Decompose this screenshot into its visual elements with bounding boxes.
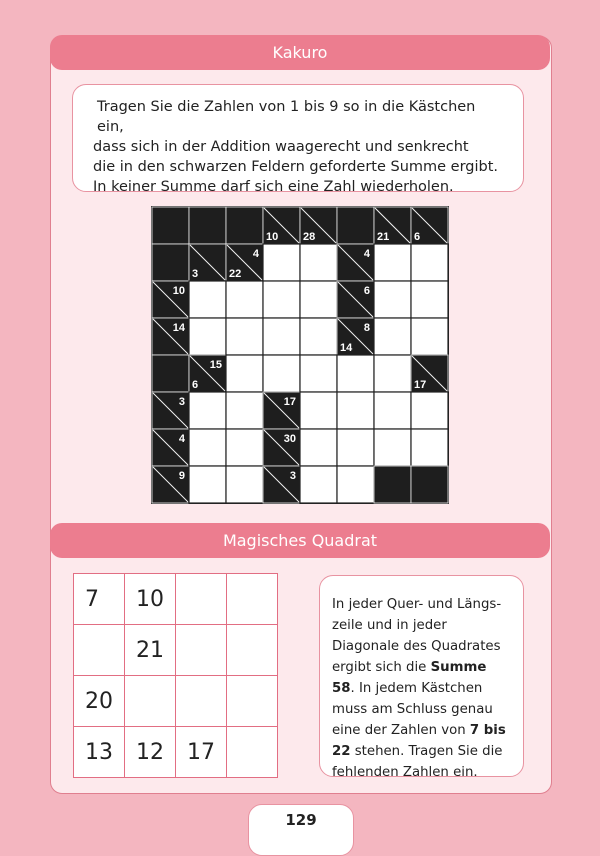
kakuro-down-sum: 22 <box>229 268 242 280</box>
rules-bold-sum: Summe 58 <box>332 660 487 696</box>
kakuro-across-sum: 3 <box>178 396 185 408</box>
magic-row <box>74 574 278 625</box>
kakuro-empty-cell[interactable] <box>226 281 263 318</box>
kakuro-down-sum: 17 <box>414 379 427 391</box>
kakuro-down-sum: 6 <box>414 231 421 243</box>
kakuro-grid <box>151 206 449 504</box>
magic-cell[interactable] <box>74 625 125 676</box>
instruction-line: In keiner Summe darf sich eine Zahl wiederholen. <box>93 179 454 195</box>
kakuro-empty-cell[interactable] <box>300 281 337 318</box>
kakuro-down-sum: 3 <box>192 268 199 280</box>
kakuro-across-sum: 4 <box>178 433 185 445</box>
kakuro-empty-cell[interactable] <box>374 244 411 281</box>
kakuro-title: Kakuro <box>50 35 550 70</box>
kakuro-empty-cell[interactable] <box>411 392 448 429</box>
kakuro-black-cell <box>226 207 263 244</box>
magic-cell[interactable] <box>176 574 227 625</box>
kakuro-black-cell <box>152 355 189 392</box>
kakuro-empty-cell[interactable] <box>374 429 411 466</box>
kakuro-empty-cell[interactable] <box>300 429 337 466</box>
magic-cell[interactable] <box>125 676 176 727</box>
magic-cell[interactable]: 21 <box>125 625 176 676</box>
kakuro-across-sum: 9 <box>178 470 185 482</box>
rules-bold-range: 7 bis 22 <box>332 723 506 759</box>
magic-cell[interactable]: 12 <box>125 727 176 778</box>
kakuro-across-sum: 4 <box>252 248 259 260</box>
page-number: 129 <box>248 804 354 856</box>
magic-row <box>74 625 278 676</box>
kakuro-down-sum: 21 <box>377 231 390 243</box>
kakuro-empty-cell[interactable] <box>226 429 263 466</box>
magic-row <box>74 727 278 778</box>
magic-cell[interactable] <box>227 727 278 778</box>
kakuro-down-sum: 14 <box>340 342 353 354</box>
instruction-line: Tragen Sie die Zahlen von 1 bis 9 so in die Kästchen ein, <box>97 99 476 135</box>
magic-cell[interactable] <box>227 625 278 676</box>
kakuro-down-sum: 6 <box>192 379 199 391</box>
kakuro-empty-cell[interactable] <box>226 466 263 503</box>
instruction-line: dass sich in der Addition waagerecht und senkrecht <box>93 139 469 155</box>
kakuro-across-sum: 17 <box>283 396 296 408</box>
kakuro-empty-cell[interactable] <box>411 281 448 318</box>
rules-text: In jeder Quer- und Längs-zeile und in jeder Diagonale des Quadrates ergibt sich die <box>332 597 502 675</box>
kakuro-black-cell <box>374 466 411 503</box>
kakuro-empty-cell[interactable] <box>374 392 411 429</box>
kakuro-empty-cell[interactable] <box>226 355 263 392</box>
kakuro-empty-cell[interactable] <box>226 318 263 355</box>
magic-cell[interactable] <box>176 676 227 727</box>
kakuro-across-sum: 30 <box>283 433 296 445</box>
kakuro-across-sum: 14 <box>172 322 185 334</box>
magic-cell[interactable]: 20 <box>74 676 125 727</box>
kakuro-across-sum: 4 <box>363 248 370 260</box>
kakuro-empty-cell[interactable] <box>374 281 411 318</box>
kakuro-empty-cell[interactable] <box>189 318 226 355</box>
kakuro-empty-cell[interactable] <box>263 281 300 318</box>
magic-row <box>74 676 278 727</box>
kakuro-empty-cell[interactable] <box>300 355 337 392</box>
magic-square-title: Magisches Quadrat <box>50 523 550 558</box>
kakuro-empty-cell[interactable] <box>411 318 448 355</box>
kakuro-across-sum: 15 <box>209 359 222 371</box>
magic-cell[interactable]: 13 <box>74 727 125 778</box>
kakuro-empty-cell[interactable] <box>337 429 374 466</box>
kakuro-across-sum: 8 <box>363 322 370 334</box>
kakuro-empty-cell[interactable] <box>300 244 337 281</box>
kakuro-empty-cell[interactable] <box>337 466 374 503</box>
kakuro-empty-cell[interactable] <box>300 318 337 355</box>
kakuro-empty-cell[interactable] <box>263 244 300 281</box>
magic-cell[interactable]: 7 <box>74 574 125 625</box>
kakuro-across-sum: 10 <box>172 285 185 297</box>
kakuro-black-cell <box>411 466 448 503</box>
instruction-line: die in den schwarzen Feldern geforderte Summe ergibt. <box>93 159 499 175</box>
kakuro-across-sum: 3 <box>289 470 296 482</box>
kakuro-empty-cell[interactable] <box>337 392 374 429</box>
kakuro-empty-cell[interactable] <box>263 355 300 392</box>
kakuro-empty-cell[interactable] <box>189 392 226 429</box>
kakuro-empty-cell[interactable] <box>263 318 300 355</box>
kakuro-instructions <box>72 84 524 195</box>
kakuro-empty-cell[interactable] <box>374 318 411 355</box>
kakuro-empty-cell[interactable] <box>374 355 411 392</box>
kakuro-empty-cell[interactable] <box>189 429 226 466</box>
kakuro-black-cell <box>152 207 189 244</box>
magic-square-rules <box>319 575 524 780</box>
kakuro-empty-cell[interactable] <box>337 355 374 392</box>
kakuro-down-sum: 10 <box>266 231 279 243</box>
kakuro-black-cell <box>337 207 374 244</box>
kakuro-across-sum: 6 <box>363 285 370 297</box>
kakuro-empty-cell[interactable] <box>300 392 337 429</box>
kakuro-black-cell <box>152 244 189 281</box>
kakuro-down-sum: 28 <box>303 231 316 243</box>
rules-text: . In jedem Kästchen muss am Schluss genau eine der Zahlen von <box>332 681 493 738</box>
magic-square <box>73 573 278 778</box>
magic-cell[interactable] <box>176 625 227 676</box>
kakuro-black-cell <box>189 207 226 244</box>
kakuro-empty-cell[interactable] <box>189 466 226 503</box>
kakuro-empty-cell[interactable] <box>411 244 448 281</box>
kakuro-empty-cell[interactable] <box>189 281 226 318</box>
magic-cell[interactable] <box>227 676 278 727</box>
kakuro-empty-cell[interactable] <box>226 392 263 429</box>
kakuro-empty-cell[interactable] <box>411 429 448 466</box>
rules-text: stehen. Tragen Sie die fehlenden Zahlen ein. <box>332 744 503 780</box>
magic-cell[interactable] <box>227 574 278 625</box>
kakuro-empty-cell[interactable] <box>300 466 337 503</box>
magic-cell[interactable]: 17 <box>176 727 227 778</box>
magic-cell[interactable]: 10 <box>125 574 176 625</box>
